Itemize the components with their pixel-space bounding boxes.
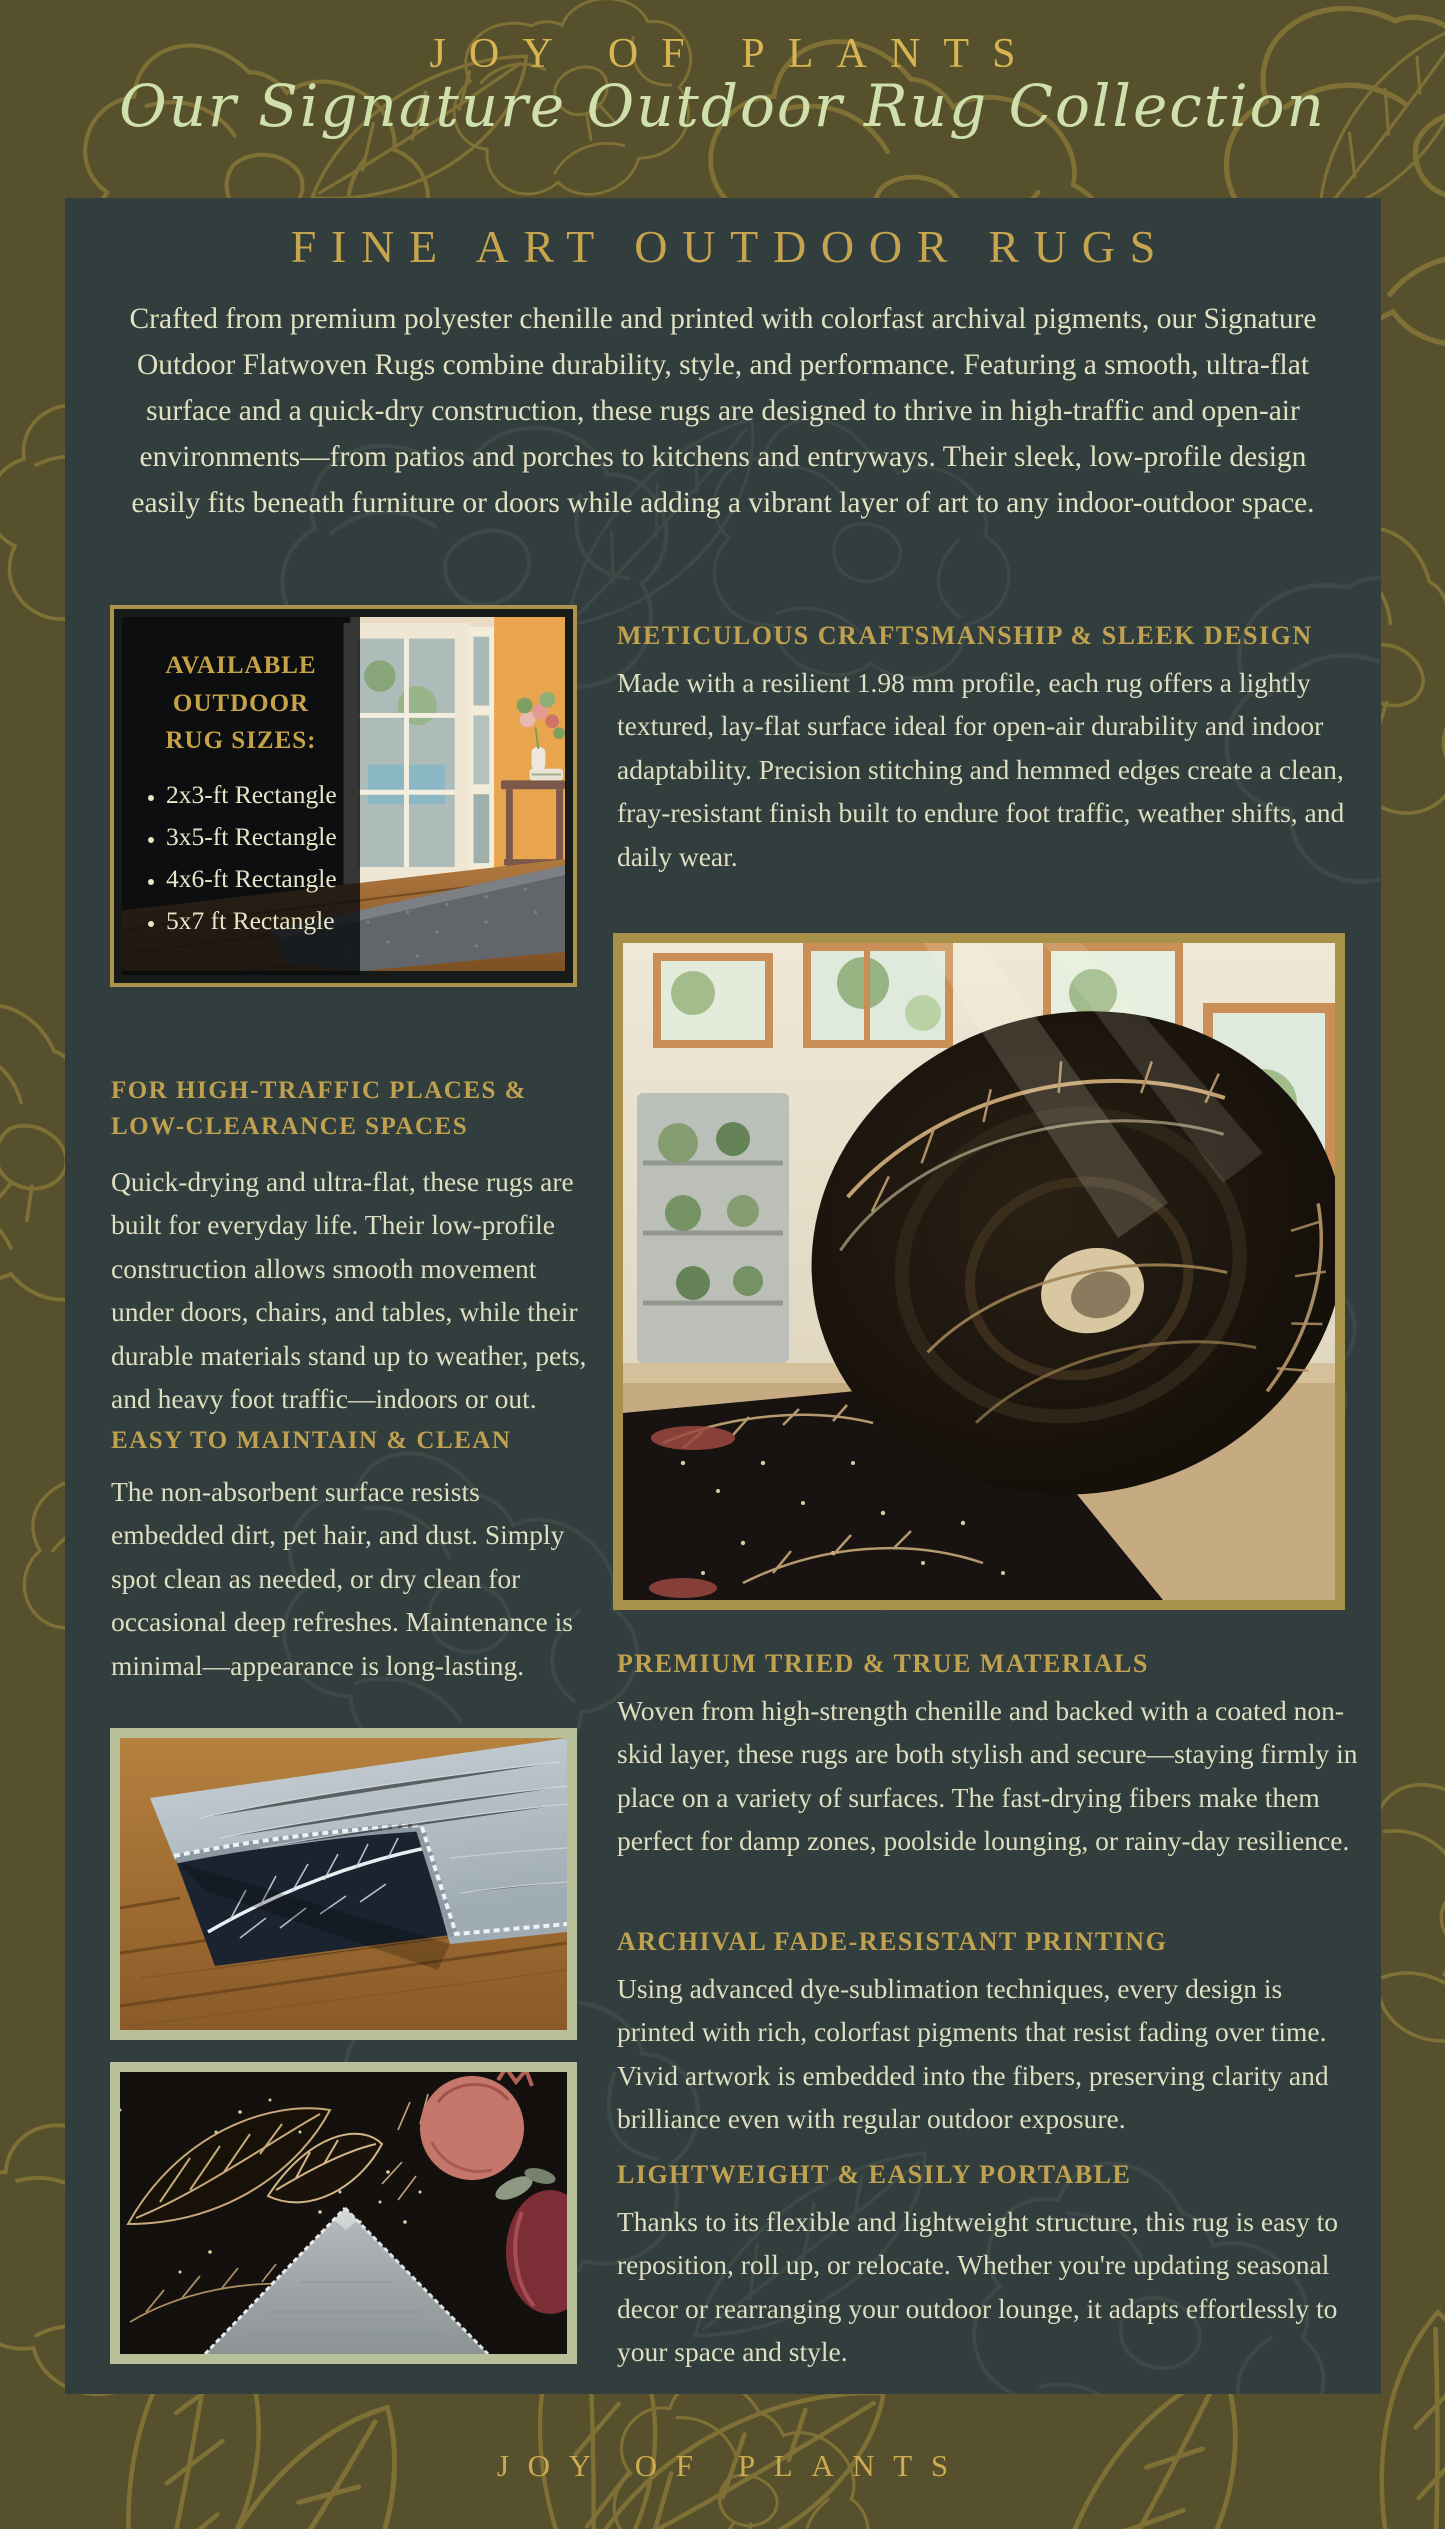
section-heading-craftsmanship: METICULOUS CRAFTSMANSHIP & SLEEK DESIGN [617,621,1313,650]
size-item: • 4x6-ft Rectangle [166,862,346,895]
content-panel [65,198,1381,2394]
page-title: FINE ART OUTDOOR RUGS [290,221,1170,272]
section-body-portable: Thanks to its flexible and lightweight structure, this rug is easy to reposition, roll up, or relocate. Whether you're updating seasonal decor or rearranging your outdoor lounge, it adapts effortlessly to your space and style. [617,2206,1338,2368]
section-body-materials: Woven from high-strength chenille and backed with a coated non-skid layer, these rugs are both stylish and secure—staying firmly in place on a variety of surfaces. The fast-drying fibers make them perfect for damp zones, poolside lounging, or rainy-day resilience. [617,1695,1358,1857]
size-item: • 2x3-ft Rectangle [166,778,346,811]
header-subtitle: Our Signature Outdoor Rug Collection [119,72,1326,140]
sizes-overlay [122,617,360,975]
section-body-maintain: The non-absorbent surface resists embedded dirt, pet hair, and dust. Simply spot clean as needed, or dry clean for occasional deep refreshes. Maintenance is minimal—appearance is long-lasting. [111,1476,573,1681]
rug-corner-print-photo [110,2062,577,2364]
section-heading-materials: PREMIUM TRIED & TRUE MATERIALS [617,1649,1149,1678]
section-heading-high-traffic: FOR HIGH-TRAFFIC PLACES & LOW-CLEARANCE SPACES [111,1077,527,1141]
rug-backing-fold-photo-art [120,1738,567,2030]
section-heading-portable: LIGHTWEIGHT & EASILY PORTABLE [617,2160,1132,2189]
size-item: • 3x5-ft Rectangle [166,820,346,853]
header-brand: JOY OF PLANTS [429,31,1039,77]
rug-backing-fold-photo [110,1728,577,2040]
footer-brand: JOY OF PLANTS [496,2448,967,2483]
sizes-list [136,778,346,938]
section-heading-printing: ARCHIVAL FADE-RESISTANT PRINTING [617,1927,1168,1956]
size-item: • 5x7 ft Rectangle [166,904,346,937]
rolled-rug-photo [613,933,1345,1610]
section-body-high-traffic: Quick-drying and ultra-flat, these rugs are built for everyday life. Their low-profile construction allows smooth movement under doors, chairs, and tables, while their durable materials stand up to weather, pets, and heavy foot traffic—indoors or out. [111,1166,587,1415]
sizes-card [110,605,577,987]
rolled-rug-photo-art [623,943,1335,1600]
sizes-heading: AVAILABLE OUTDOOR RUG SIZES: [165,652,317,754]
section-body-craftsmanship: Made with a resilient 1.98 mm profile, each rug offers a lightly textured, lay-flat surface ideal for open-air durability and indoor adaptability. Precision stitching and hemmed edges create a clean, fray-resistant finish built to endure foot traffic, weather shifts, and daily wear. [617,667,1345,872]
intro-paragraph: Crafted from premium polyester chenille and printed with colorfast archival pigments, our Signature Outdoor Flatwoven Rugs combine durability, style, and performance. Featuring a smooth, ultra-flat surface and a quick-dry construction, these rugs are designed to thrive in high-traffic and open-air environments—from patios and porches to kitchens and entryways. Their sleek, low-profile design easily fits beneath furniture or doors while adding a vibrant layer of art to any indoor-outdoor space. [129,303,1317,520]
section-heading-maintain: EASY TO MAINTAIN & CLEAN [111,1427,512,1454]
rug-corner-print-photo-art [120,2072,567,2354]
section-body-printing: Using advanced dye-sublimation techniques, every design is printed with rich, colorfast pigments that resist fading over time. Vivid artwork is embedded into the fibers, preserving clarity and brilliance even with regular outdoor exposure. [617,1973,1329,2135]
